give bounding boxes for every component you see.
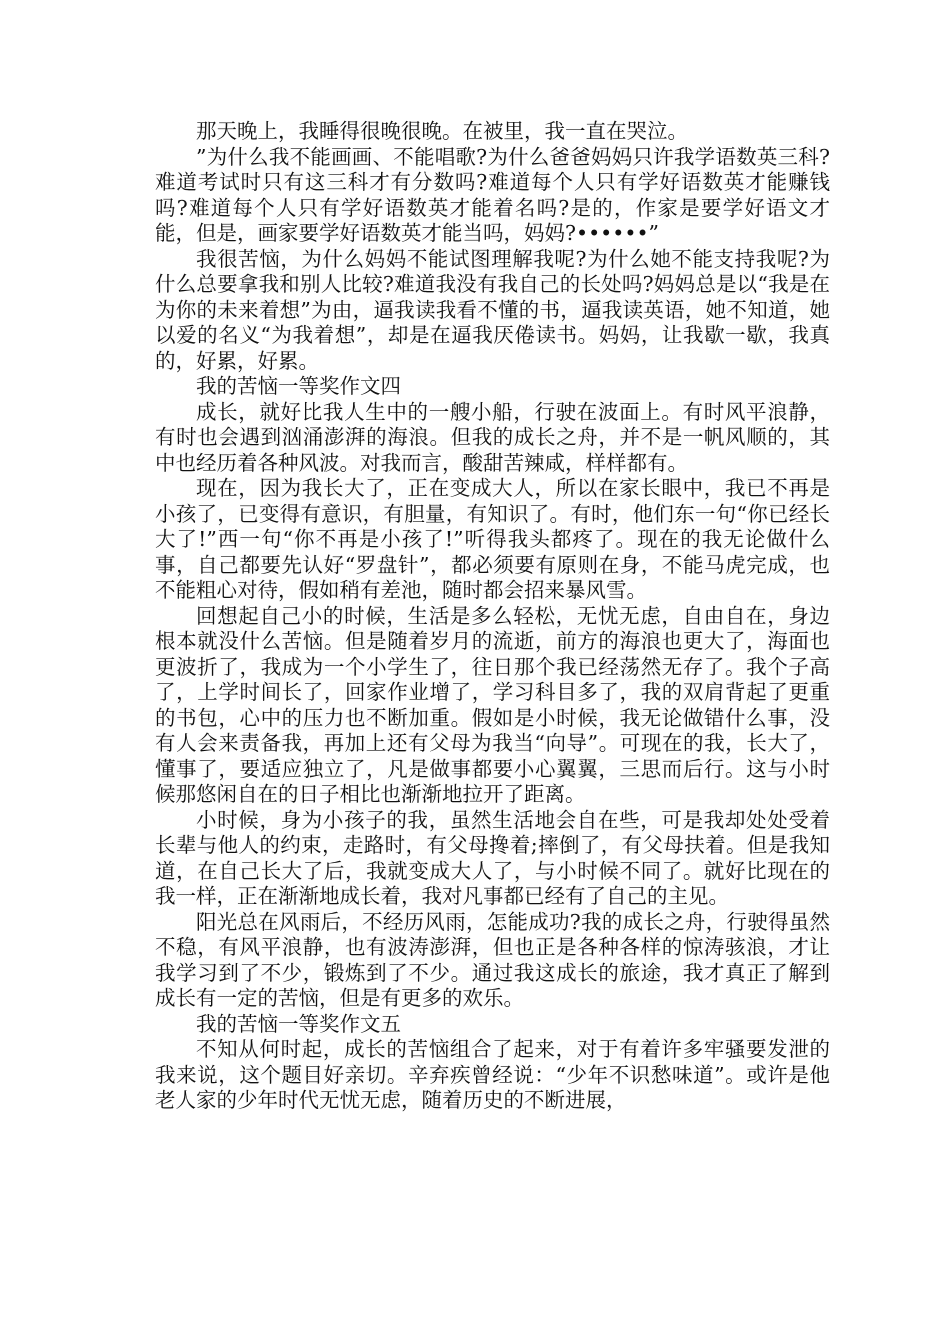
paragraph-growth-boat: 成长，就好比我人生中的一艘小船，行驶在波面上。有时风平浪静，有时也会遇到汹涌澎湃的海浪。但我的成长之舟，并不是一帆风顺的，其中也经历着各种风波。对我而言，酸甜苦辣咸，样样都有。: [155, 399, 830, 475]
essay-heading-five: 我的苦恼一等奖作文五: [196, 1011, 401, 1036]
paragraph-why-questions: ”为什么我不能画画、不能唱歌?为什么爸爸妈妈只许我学语数英三科?难道考试时只有这三科才有分数吗?难道每个人只有学好语数英才能赚钱吗?难道每个人只有学好语数英才能着名吗?是的，作家是要学好语文才能，但是，画家要学好语数英才能当吗，妈妈?••••••”: [155, 144, 830, 245]
paragraph-constraints: 小时候，身为小孩子的我，虽然生活地会自在些，可是我却处处受着长辈与他人的约束，走路时，有父母搀着;摔倒了，有父母扶着。但是我知道，在自己长大了后，我就变成大人了，与小时候不同了。就好比现在的我一样，正在渐渐地成长着，我对凡事都已经有了自己的主见。: [155, 807, 830, 908]
paragraph-growing-worries: 不知从何时起，成长的苦恼组合了起来，对于有着许多牢骚要发泄的我来说，这个题目好亲切。辛弃疾曾经说：“少年不识愁味道”。或许是他老人家的少年时代无忧无虑，随着历史的不断进展，: [155, 1037, 830, 1112]
paragraph-after-storm: 阳光总在风雨后，不经历风雨，怎能成功?我的成长之舟，行驶得虽然不稳，有风平浪静，也有波涛澎湃，但也正是各种各样的惊涛骇浪，才让我学习到了不少，锻炼到了不少。通过我这成长的旅途，我才真正了解到成长有一定的苦恼，但是有更多的欢乐。: [155, 909, 830, 1010]
paragraph-troubled-mother: 我很苦恼，为什么妈妈不能试图理解我呢?为什么她不能支持我呢?为什么总要拿我和别人比较?难道我没有我自己的长处吗?妈妈总是以“我是在为你的未来着想”为由，逼我读我看不懂的书，逼我读英语，她不知道，她以爱的名义“为我着想”，却是在逼我厌倦读书。妈妈，让我歇一歇，我真的，好累，好累。: [155, 246, 830, 373]
paragraph-night-crying: 那天晚上，我睡得很晚很晚。在被里，我一直在哭泣。: [196, 119, 688, 143]
document-body: [155, 119, 830, 1114]
paragraph-childhood-memories: 回想起自己小的时候，生活是多么轻松，无忧无虑，自由自在，身边根本就没什么苦恼。但是随着岁月的流逝，前方的海浪也更大了，海面也更波折了，我成为一个小学生了，往日那个我已经荡然无存了。我个子高了，上学时间长了，回家作业增了，学习科目多了，我的双肩背起了更重的书包，心中的压力也不断加重。假如是小时候，我无论做错什么事，没有人会来责备我，再加上还有父母为我当“向导”。可现在的我，长大了，懂事了，要适应独立了，凡是做事都要小心翼翼，三思而后行。这与小时候那悠闲自在的日子相比也渐渐地拉开了距离。: [155, 603, 830, 806]
essay-heading-four: 我的苦恼一等奖作文四: [196, 374, 401, 398]
paragraph-becoming-adult: 现在，因为我长大了，正在变成大人，所以在家长眼中，我已不再是小孩了，已变得有意识，有胆量，有知识了。有时，他们东一句“你已经长大了!”西一句“你不再是小孩了!”听得我头都疼了。现在的我无论做什么事，自己都要先认好“罗盘针”，都必须要有原则在身，不能马虎完成，也不能粗心对待，假如稍有差池，随时都会招来暴风雪。: [155, 476, 830, 602]
